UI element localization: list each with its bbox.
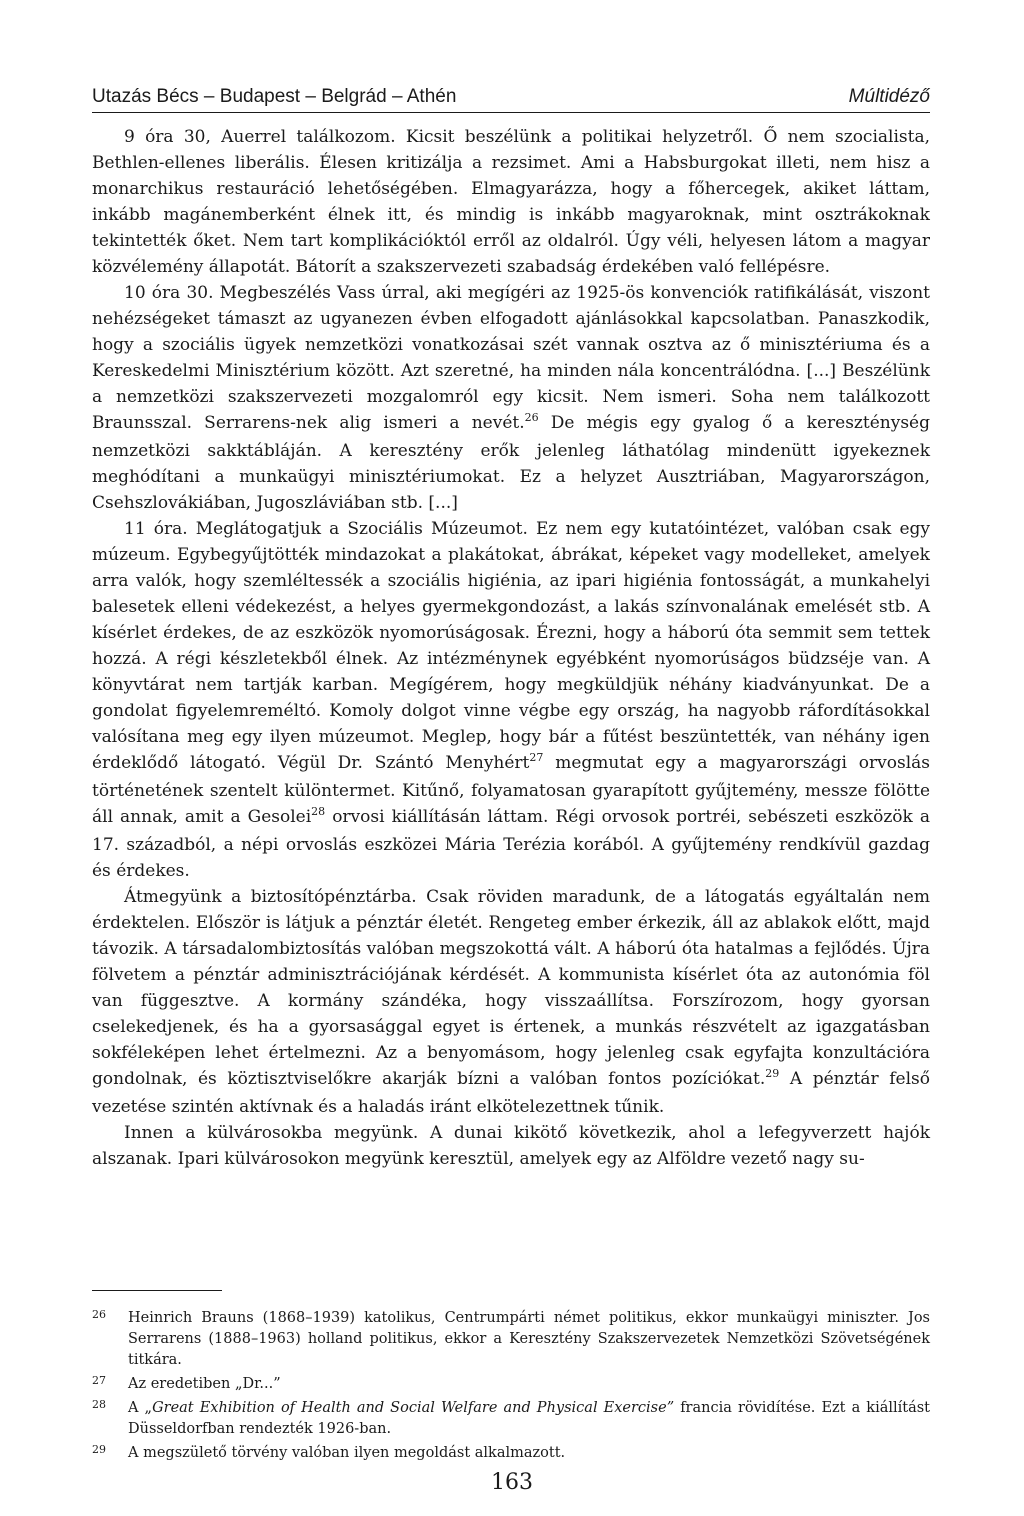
paragraph-text: 10 óra 30. Megbeszélés Vass úrral, aki megígéri az 1925-ös konvenciók ratifikálását, viszont nehézségeket támaszt az ugyanezen évben elfogadott ajánlásokkal kapcsolatban. Panaszkodik, hogy a szociális ügyek nemzetközi vonatkozásai szét vannak osztva az ő minisztériuma és a Kereskedelmi Minisztérium között. Azt szeretné, ha minden nála koncentrálódna. [...] Beszélünk a nemzetközi szakszervezeti mozgalomról egy kicsit. Nem ismeri. Soha nem találkozott Braunsszal. Serrarens-nek alig ismeri a nevét. — [92, 283, 930, 433]
footnote-number: 29 — [92, 1443, 106, 1456]
page-number: 163 — [491, 1470, 533, 1495]
paragraph-text: Innen a külvárosokba megyünk. A dunai kikötő következik, ahol a lefegyverzett hajók alszanak. Ipari külvárosokon megyünk keresztül, amelyek egy az Alföldre vezető nagy su- — [92, 1123, 930, 1169]
footnote — [92, 1398, 930, 1440]
footnotes — [92, 1308, 930, 1467]
footnote-number: 27 — [92, 1374, 106, 1387]
paragraph-text: De mégis egy gyalog ő a kereszténység nemzetközi sakktábláján. A keresztény erők jelenleg láthatólag mindenütt igyekeznek meghódítani a munkaügyi minisztériumokat. Ez a helyzet Ausztriában, Magyarországon, Csehszlovákiában, Jugoszláviában stb. [...] — [92, 413, 930, 513]
footnote-title: Great Exhibition of Health and Social Welfare and Physical Exercise” — [152, 1400, 675, 1416]
footnote-ref: 28 — [311, 805, 326, 818]
paragraph-text: A pénztár felső vezetése szintén aktívnak és a haladás iránt elkötelezettnek tűnik. — [92, 1069, 930, 1117]
main-text — [92, 124, 930, 1172]
footnote-text: Az eredetiben „Dr...” — [128, 1376, 281, 1392]
footnote-ref: 29 — [765, 1067, 780, 1080]
footnote-text: A „ — [128, 1400, 153, 1416]
footnote — [92, 1443, 930, 1464]
header-journal: Múltidéző — [848, 86, 930, 107]
footnote — [92, 1374, 930, 1395]
footnote-number: 26 — [92, 1308, 106, 1321]
paragraph — [92, 124, 930, 280]
paragraph-text: 9 óra 30, Auerrel találkozom. Kicsit beszélünk a politikai helyzetről. Ő nem szocialista, Bethlen-ellenes liberális. Élesen kritizálja a rezsimet. Ami a Habsburgokat illeti, nem hisz a monarchikus restauráció lehetőségében. Elmagyarázza, hogy a főhercegek, akiket láttam, inkább magánemberként élnek itt, és mindig is inkább magyaroknak, mint osztrákoknak tekintették őket. Nem tart komplikációktól erről az oldalról. Úgy véli, helyesen látom a magyar közvélemény állapotát. Bátorít a szakszervezeti szabadság érdekében való fellépésre. — [92, 127, 930, 277]
footnote-number: 28 — [92, 1398, 106, 1411]
header-title: Utazás Bécs – Budapest – Belgrád – Athén — [92, 86, 457, 107]
paragraph-text: orvosi kiállításán láttam. Régi orvosok portréi, sebészeti eszközök a 17. századból, a népi orvoslás eszközei Mária Terézia korából. A gyűjtemény rendkívül gazdag és érdekes. — [92, 807, 930, 881]
footnote-text: Heinrich Brauns (1868–1939) katolikus, Centrumpárti német politikus, ekkor munkaügyi miniszter. Jos Serrarens (1888–1963) holland politikus, ekkor a Keresztény Szakszervezetek Nemzetközi Szövetségének titkára. — [128, 1310, 930, 1368]
running-header — [92, 86, 930, 113]
paragraph — [92, 884, 930, 1120]
paragraph-text: Átmegyünk a biztosítópénztárba. Csak röviden maradunk, de a látogatás egyáltalán nem érdektelen. Először is látjuk a pénztár életét. Rengeteg ember érkezik, áll az ablakok előtt, majd távozik. A társadalombiztosítás valóban megszokottá vált. A háború óta hatalmas a fejlődés. Újra fölvetem a pénztár adminisztrációjának kérdését. A kommunista kísérlet óta az autonómia föl van függesztve. A kormány szándéka, hogy visszaállítsa. Forszírozom, hogy gyorsan cselekedjenek, és ha a gyorsasággal egyet is értenek, a munkás részvételt az igazgatásban sokféleképen lehet értelmezni. Az a benyomásom, hogy jelenleg csak egyfajta konzultációra gondolnak, és köztisztviselőkre akarják bízni a valóban fontos pozíciókat. — [92, 887, 930, 1089]
footnote-text: A megszülető törvény valóban ilyen megoldást alkalmazott. — [128, 1445, 566, 1461]
paragraph — [92, 280, 930, 516]
footnote-text: francia rövidítése. Ezt a kiállítást Düsseldorfban rendezték 1926-ban. — [128, 1400, 931, 1437]
paragraph — [92, 1120, 930, 1172]
footnote-ref: 27 — [529, 751, 544, 764]
footnote-divider — [92, 1290, 222, 1291]
footnote — [92, 1308, 930, 1371]
paragraph-text: 11 óra. Meglátogatjuk a Szociális Múzeumot. Ez nem egy kutatóintézet, valóban csak egy múzeum. Egybegyűjtötték mindazokat a plakátokat, ábrákat, képeket vagy modelleket, amelyek arra valók, hogy szemléltessék a szociális higiénia, az ipari higiénia fontosságát, a munkahelyi balesetek elleni védekezést, a helyes gyermekgondozást, a lakás színvonalának emelését stb. A kísérlet érdekes, de az eszközök nyomorúságosak. Érezni, hogy a háború óta semmit sem tettek hozzá. A régi készletekből élnek. Az intézménynek egyébként nyomorúságos büdzséje van. A könyvtárat nem tartják karban. Megígérem, hogy megküldjük néhány kiadványunkat. De a gondolat figyelemreméltó. Komoly dolgot vinne végbe egy ország, ha nagyobb ráfordításokkal valósítana meg egy ilyen múzeumot. Meglep, hogy bár a fűtést beszüntették, van néhány igen érdeklődő látogató. Végül Dr. Szántó Menyhért — [92, 519, 930, 773]
paragraph — [92, 516, 930, 884]
paragraph-text: megmutat egy a magyarországi orvoslás történetének szentelt különtermet. Kitűnő, folyamatosan gyarapított gyűjtemény, messze fölötte áll annak, amit a Gesolei — [92, 753, 930, 827]
footnote-ref: 26 — [524, 411, 539, 424]
